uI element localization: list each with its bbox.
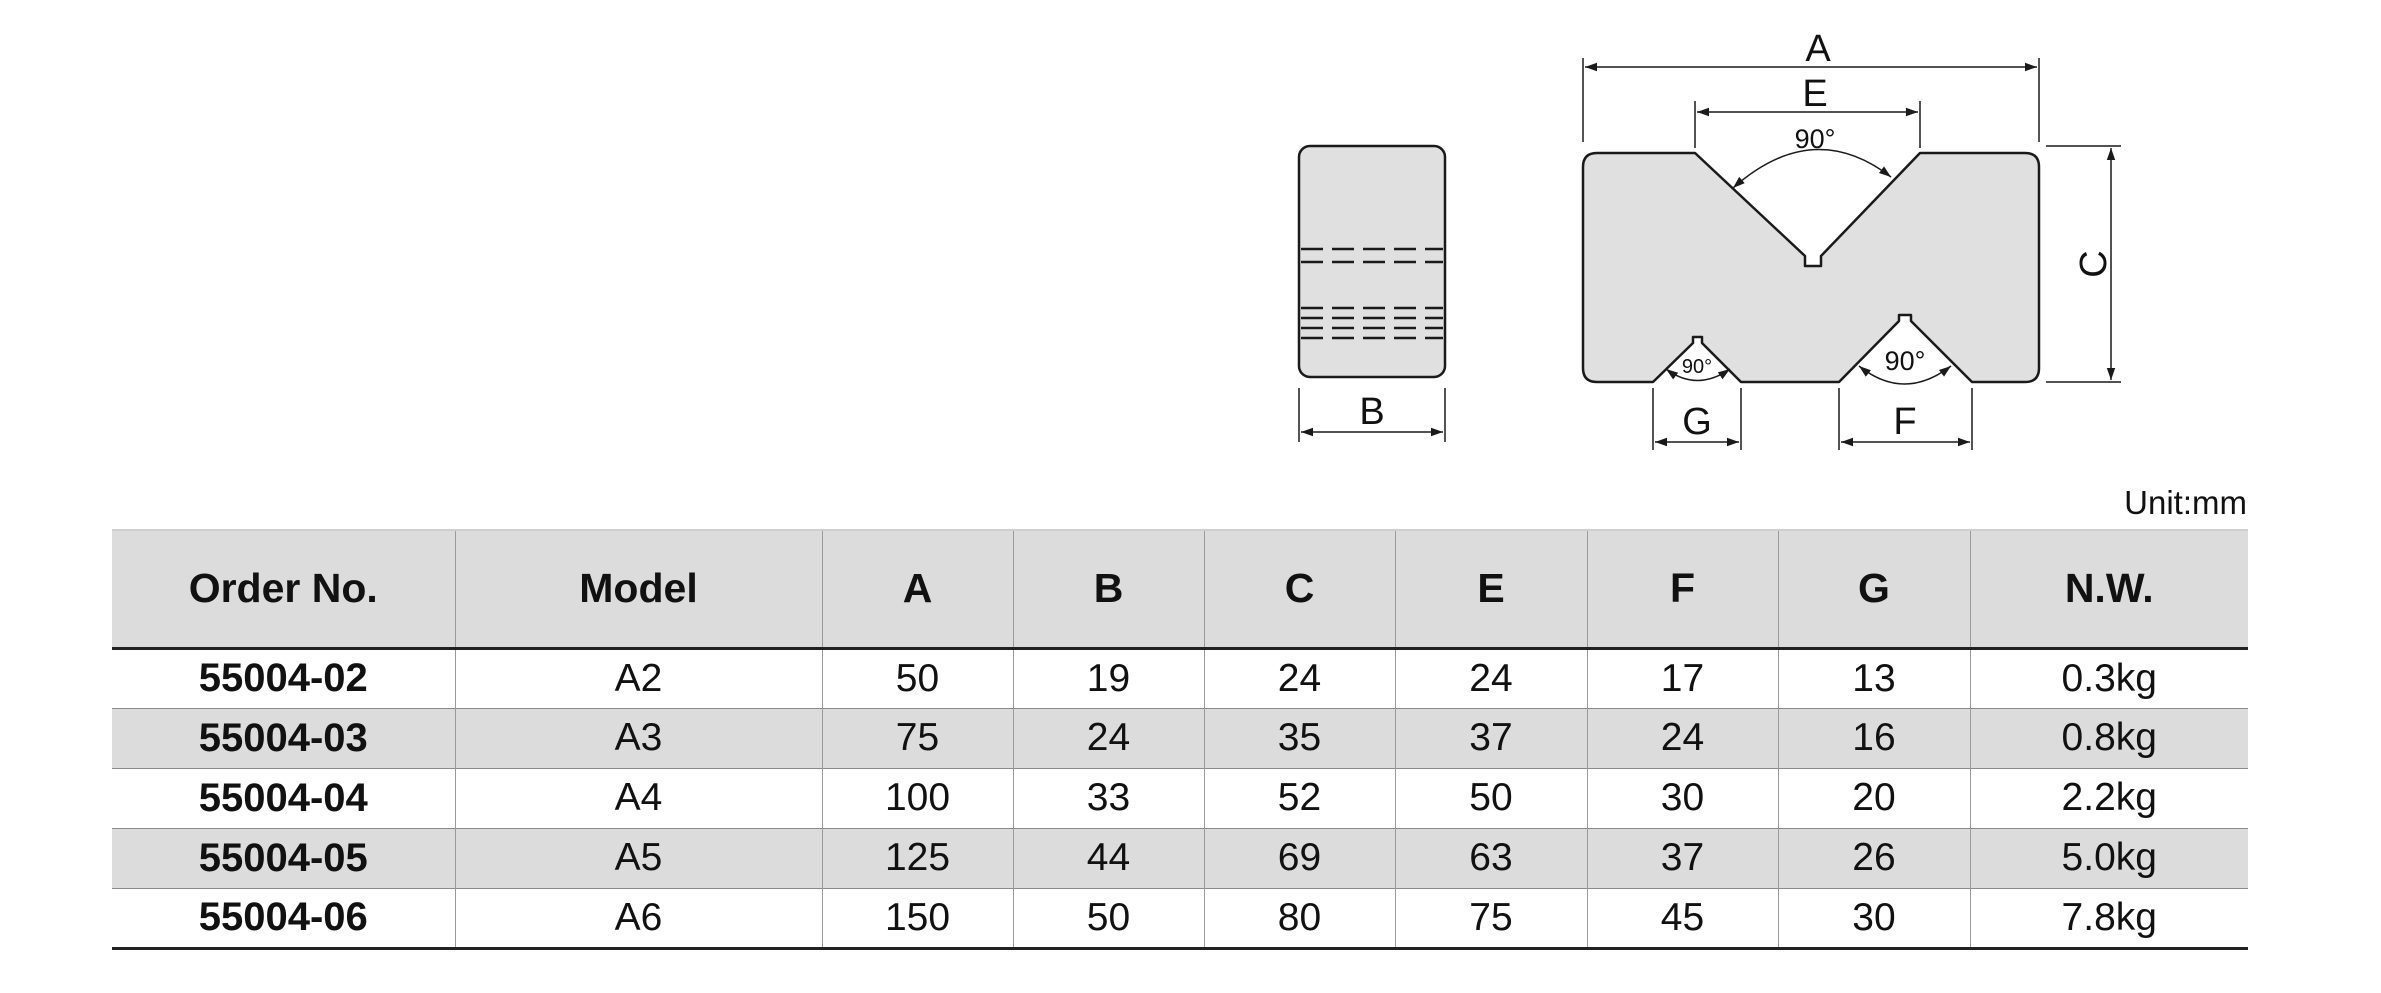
header-f: F <box>1587 530 1778 648</box>
header-e: E <box>1395 530 1587 648</box>
cell-model: A3 <box>455 708 822 768</box>
cell-nw: 2.2kg <box>1970 768 2248 828</box>
header-model: Model <box>455 530 822 648</box>
cell-g: 13 <box>1778 648 1970 708</box>
cell-order-no: 55004-04 <box>112 768 455 828</box>
dimension-c-label: C <box>2073 250 2116 278</box>
cell-model: A4 <box>455 768 822 828</box>
cell-f: 37 <box>1587 828 1778 888</box>
cell-e: 63 <box>1395 828 1587 888</box>
cell-f: 24 <box>1587 708 1778 768</box>
cell-model: A6 <box>455 888 822 948</box>
front-view <box>1583 28 2121 450</box>
angle-small-label: 90° <box>1681 356 1713 378</box>
table-row <box>112 768 2248 828</box>
dimension-a-label: A <box>1805 28 1831 70</box>
cell-c: 35 <box>1204 708 1395 768</box>
cell-e: 37 <box>1395 708 1587 768</box>
header-b: B <box>1013 530 1204 648</box>
cell-e: 75 <box>1395 888 1587 948</box>
cell-a: 75 <box>822 708 1013 768</box>
cell-g: 30 <box>1778 888 1970 948</box>
cell-c: 69 <box>1204 828 1395 888</box>
cell-a: 125 <box>822 828 1013 888</box>
cell-c: 24 <box>1204 648 1395 708</box>
cell-nw: 7.8kg <box>1970 888 2248 948</box>
cell-a: 100 <box>822 768 1013 828</box>
cell-g: 20 <box>1778 768 1970 828</box>
cell-nw: 0.8kg <box>1970 708 2248 768</box>
cell-order-no: 55004-06 <box>112 888 455 948</box>
cell-b: 19 <box>1013 648 1204 708</box>
cell-e: 24 <box>1395 648 1587 708</box>
header-c: C <box>1204 530 1395 648</box>
cell-nw: 5.0kg <box>1970 828 2248 888</box>
cell-f: 30 <box>1587 768 1778 828</box>
table-header-row <box>112 530 2248 648</box>
cell-b: 44 <box>1013 828 1204 888</box>
cell-b: 50 <box>1013 888 1204 948</box>
cell-nw: 0.3kg <box>1970 648 2248 708</box>
angle-large-label: 90° <box>1884 346 1926 376</box>
cell-f: 45 <box>1587 888 1778 948</box>
angle-top-label: 90° <box>1794 124 1836 154</box>
header-g: G <box>1778 530 1970 648</box>
cell-g: 16 <box>1778 708 1970 768</box>
v-block-outline <box>1583 153 2039 382</box>
technical-drawing <box>0 0 2381 480</box>
header-nw: N.W. <box>1970 530 2248 648</box>
cell-order-no: 55004-03 <box>112 708 455 768</box>
cell-e: 50 <box>1395 768 1587 828</box>
cell-a: 50 <box>822 648 1013 708</box>
dimension-e-label: E <box>1802 73 1828 115</box>
table-row <box>112 708 2248 768</box>
table-row <box>112 888 2248 948</box>
table-row <box>112 828 2248 888</box>
cell-order-no: 55004-02 <box>198 656 368 700</box>
cell-b: 24 <box>1013 708 1204 768</box>
cell-c: 80 <box>1204 888 1395 948</box>
dimension-b-label: B <box>1359 391 1385 433</box>
spec-table <box>112 529 2248 950</box>
cell-model: A2 <box>455 648 822 708</box>
cell-c: 52 <box>1204 768 1395 828</box>
cell-g: 26 <box>1778 828 1970 888</box>
header-a: A <box>822 530 1013 648</box>
dimension-f-label: F <box>1893 401 1917 443</box>
header-order-no: Order No. <box>188 565 378 612</box>
cell-b: 33 <box>1013 768 1204 828</box>
table-row <box>112 648 2248 708</box>
cell-f: 17 <box>1587 648 1778 708</box>
angle-arc-top <box>1733 150 1891 188</box>
cell-order-no: 55004-05 <box>112 828 455 888</box>
unit-label: Unit:mm <box>2124 484 2247 521</box>
dimension-g-label: G <box>1682 401 1712 443</box>
cell-a: 150 <box>822 888 1013 948</box>
side-view <box>1299 146 1445 442</box>
cell-model: A5 <box>455 828 822 888</box>
